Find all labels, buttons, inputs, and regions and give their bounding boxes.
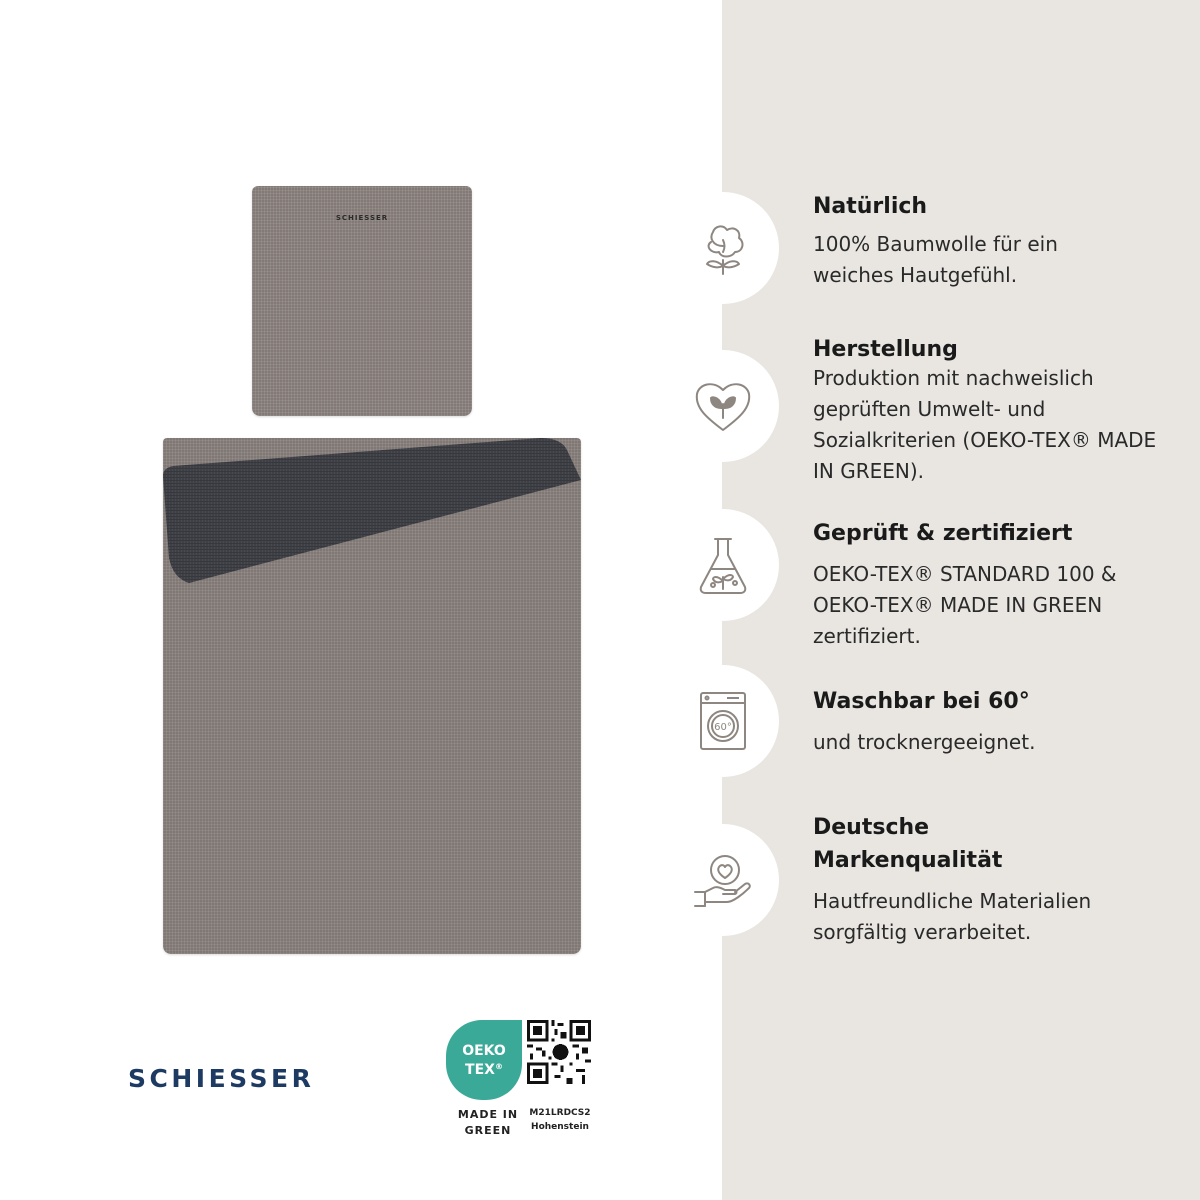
registered-mark: ®: [494, 1062, 503, 1071]
feature-title: Geprüft & zertifiziert: [813, 521, 1073, 546]
made-in-label: MADE IN: [457, 1108, 519, 1121]
oeko-label: OEKO: [462, 1043, 506, 1059]
feature-title: Markenqualität: [813, 848, 1003, 873]
heart-leaf-icon: [691, 374, 755, 438]
feature-icon-circle: [667, 192, 779, 304]
feature-title: Herstellung: [813, 337, 958, 362]
feature-icon-circle: [667, 509, 779, 621]
feature-description: und trocknergeeignet.: [813, 730, 1036, 754]
feature-icon-circle: [667, 665, 779, 777]
pillow-brand-label: SCHIESSER: [335, 214, 389, 222]
green-label: GREEN: [464, 1124, 512, 1137]
brand-logo: SCHIESSER: [128, 1064, 315, 1093]
flask-leaf-icon: [691, 533, 755, 597]
feature-description: Produktion mit nachweislich geprüften Umwelt- und Sozialkriterien (OEKO-TEX® MADE IN GREEN).: [813, 366, 1157, 483]
feature-description: 100% Baumwolle für ein weiches Hautgefühl.: [813, 232, 1058, 287]
certification-institute: Hohenstein: [531, 1122, 589, 1132]
feature-title: Waschbar bei 60°: [813, 689, 1030, 714]
oeko-tex-badge: [446, 1020, 522, 1100]
feature-description: Hautfreundliche Materialien sorgfältig verarbeitet.: [813, 889, 1092, 944]
feature-description: OEKO-TEX® STANDARD 100 & OEKO-TEX® MADE IN GREEN zertifiziert.: [813, 562, 1117, 648]
cotton-flower-icon: [691, 216, 755, 280]
hand-heart-icon: [691, 848, 755, 912]
feature-title: Deutsche: [813, 815, 930, 840]
feature-title: Natürlich: [813, 194, 928, 219]
tex-label: TEX: [465, 1062, 495, 1078]
feature-icon-circle: [667, 350, 779, 462]
qr-code-icon: [527, 1020, 591, 1084]
duvet-image: [163, 438, 581, 954]
certification-code: M21LRDCS2: [529, 1108, 591, 1118]
pillow-image: [252, 186, 472, 416]
feature-icon-circle: [667, 824, 779, 936]
duvet-fold: [163, 438, 581, 583]
svg-text:60°: 60°: [714, 722, 732, 733]
washing-machine-icon: [691, 689, 755, 753]
